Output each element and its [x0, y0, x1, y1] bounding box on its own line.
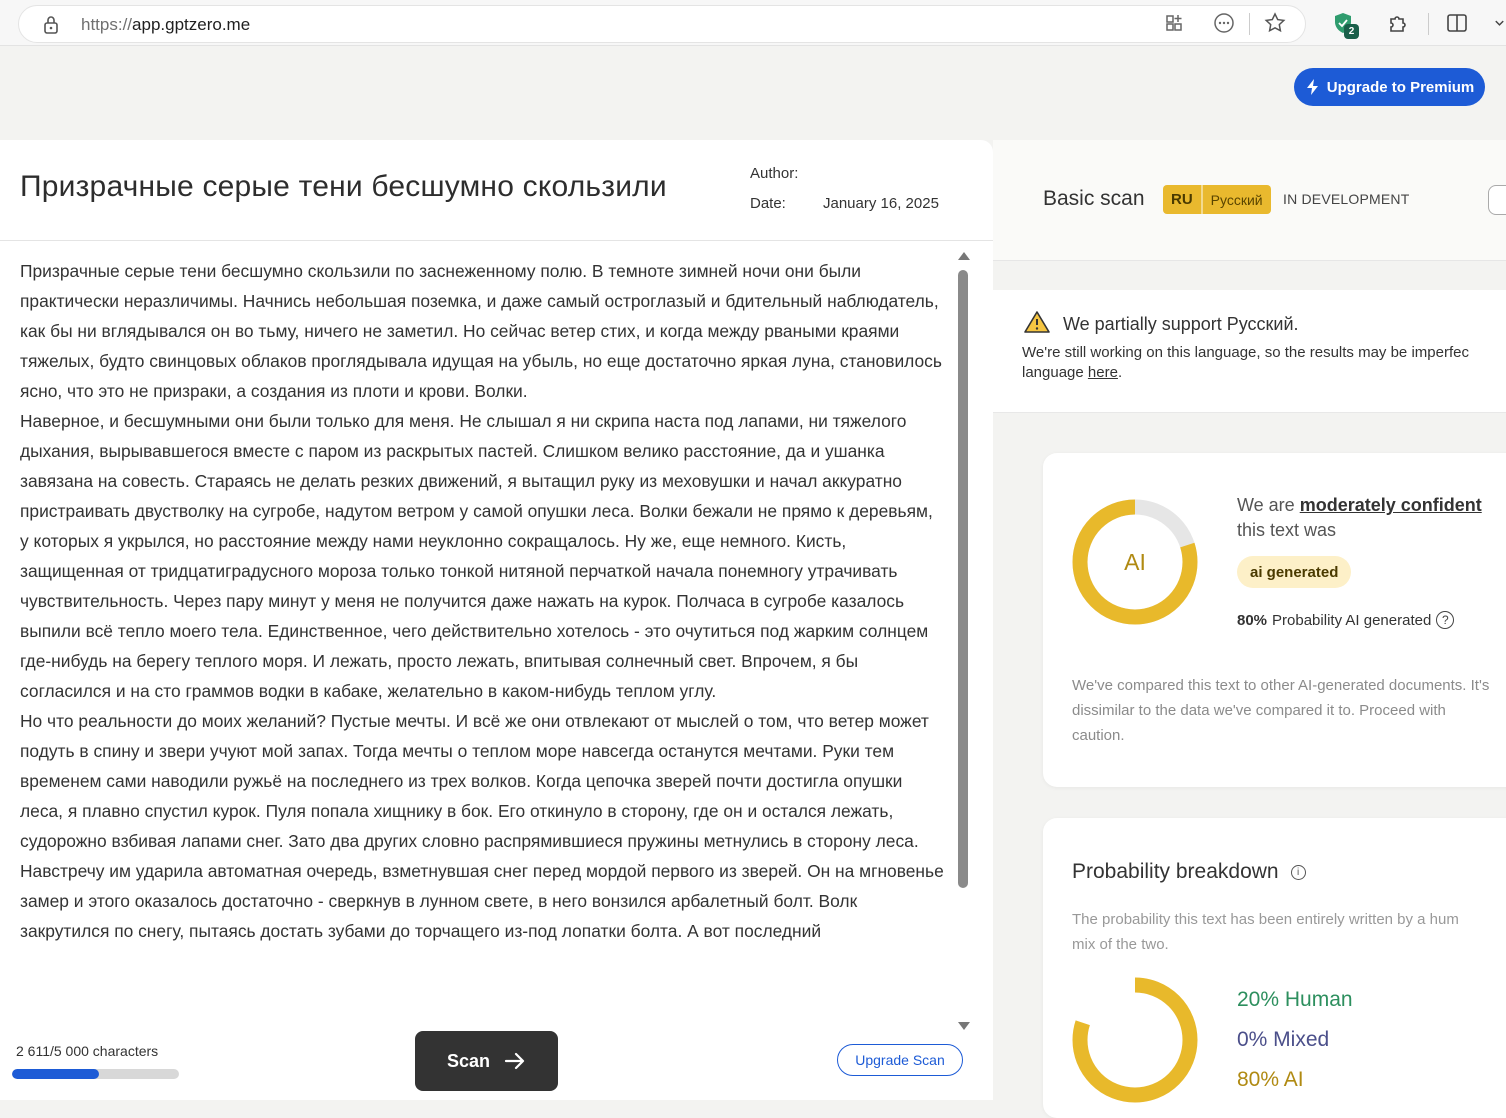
confidence-prefix: We are: [1237, 495, 1300, 515]
browser-toolbar: [0, 0, 1506, 46]
scan-button[interactable]: [415, 1031, 558, 1091]
breakdown-title-text: Probability breakdown: [1072, 860, 1279, 883]
human-percentage: 20% Human: [1237, 988, 1353, 1011]
donut-label: AI: [1124, 549, 1146, 575]
upgrade-scan-button[interactable]: Upgrade Scan: [837, 1044, 963, 1076]
notice-here-link[interactable]: here: [1087, 364, 1118, 381]
upgrade-premium-button[interactable]: [1294, 68, 1485, 106]
notice-line: We're still working on this language, so the results may be imperfec: [1022, 344, 1469, 361]
warning-icon: [1023, 310, 1051, 334]
scroll-up-arrow-icon[interactable]: [958, 252, 970, 260]
language-support-notice: [993, 290, 1506, 413]
breakdown-donut-chart: [1071, 976, 1199, 1104]
breakdown-desc-line: mix of the two.: [1072, 936, 1169, 953]
scrollbar-thumb[interactable]: [958, 270, 968, 888]
header-action-button[interactable]: [1488, 185, 1506, 215]
character-progress-fill: [12, 1069, 99, 1079]
date-label: Date:: [750, 195, 786, 212]
address-bar[interactable]: [18, 5, 1306, 43]
language-code: RU: [1163, 185, 1203, 214]
split-screen-icon[interactable]: [1444, 10, 1470, 36]
lock-icon: [43, 15, 59, 35]
lightning-icon: [1305, 78, 1321, 96]
text-input-area[interactable]: [20, 256, 945, 1032]
toolbar-divider: [1249, 13, 1250, 35]
result-card: [1043, 453, 1506, 787]
extensions-puzzle-icon[interactable]: [1385, 10, 1411, 36]
probability-value: 80%: [1237, 611, 1268, 629]
editor-divider: [0, 240, 993, 241]
chevron-down-icon[interactable]: [1493, 10, 1506, 36]
favorite-star-icon[interactable]: [1262, 10, 1288, 36]
donut-slice-ai: [1080, 985, 1190, 1095]
probability-line: [1237, 611, 1454, 629]
scan-title: Basic scan: [1043, 187, 1145, 210]
scroll-down-arrow-icon[interactable]: [958, 1022, 970, 1030]
probability-text: Probability AI generated: [1272, 611, 1432, 629]
confidence-level-link[interactable]: moderately confident: [1299, 495, 1482, 515]
toolbar-divider: [1428, 13, 1429, 35]
url-text: https://app.gptzero.me: [81, 15, 251, 34]
development-status: IN DEVELOPMENT: [1283, 191, 1410, 207]
character-count: 2 611/5 000 characters: [16, 1043, 159, 1059]
classification-badge: ai generated: [1237, 556, 1351, 588]
breakdown-title: [1072, 860, 1306, 884]
date-value: January 16, 2025: [823, 195, 939, 212]
extension-count-badge: 2: [1344, 24, 1359, 39]
info-icon[interactable]: i: [1291, 865, 1306, 880]
app-grid-icon[interactable]: [1162, 10, 1188, 36]
upgrade-premium-label: Upgrade to Premium: [1326, 78, 1475, 96]
notice-body: [1022, 343, 1506, 383]
help-icon[interactable]: ?: [1436, 611, 1454, 629]
language-name: Русский: [1210, 191, 1263, 208]
scan-header: [993, 140, 1506, 261]
character-progress-bar: [12, 1069, 179, 1079]
notice-title: We partially support Русский.: [1063, 314, 1299, 334]
language-chip[interactable]: [1163, 185, 1271, 214]
paragraph: Наверное, и бесшумными они были только для меня. Не слышал я ни скрипа наста под лапами, ни тяжелого дыхания, вырывавшегося вместе с паром из раскрытых пастей. Слишком велико расстояние, да и ушанка завязана на совесть. Стараясь не делать резких движений, я вытащил руку из меховушки и начал аккуратно пристраивать двустволку на сугробе, надутом ветром у самой опушки леса. Волки бежали не прямо к деревьям, у которых я укрылся, но расстояние между нами неуклонно сокращалось. Ну же, еще немного. Кисть, защищенная от тридцатиградусного мороза только тонкой нитяной перчаткой начала понемногу утрачивать чувствительность. Через пару минут у меня не получится даже нажать на курок. Полчаса в сугробе казалось выпили всё тепло моего тела. Единственное, чего действительно хотелось - это очутиться под жарким солнцем где-нибудь на берегу теплого моря. И лежать, просто лежать, впитывая солнечный свет. Впрочем, я бы согласился и на сто граммов водки в кабаке, желательно в каком-нибудь теплом углу.: [20, 411, 933, 701]
text-scrollbar[interactable]: [956, 252, 970, 1030]
document-editor: [0, 140, 993, 1100]
paragraph: Но что реальности до моих желаний? Пустые мечты. И всё же они отвлекают от мыслей о том, что ветер может подуть в спину и звери учуют мой запах. Тогда мечты о теплом море навсегда останутся мечтами. Руки тем временем сами наводили ружьё на последнего из трех волков. Когда цепочка зверей почти достигла опушки леса, я плавно спустил курок. Пуля попала хищнику в бок. Его откинуло в сторону, где он и остался лежать, судорожно взбивая лапами снег. Зато два других словно распрямившиеся пружины метнулись в сторону леса. Навстречу им ударила автоматная очередь, взметнувшая снег перед мордой первого из зверей. Он на мгновенье замер и этого оказалось достаточно - сверкнув в лунном свете, в него вонзился арбалетный болт. Волк закрутился по снегу, пытаясь достать зубами до торчащего из-под лопатки болта. А вот последний: [20, 711, 944, 941]
confidence-suffix: this text was: [1237, 520, 1337, 540]
breakdown-description: [1072, 907, 1506, 957]
more-options-icon[interactable]: [1211, 10, 1237, 36]
probability-breakdown-card: [1043, 818, 1506, 1118]
breakdown-desc-line: The probability this text has been entirely written by a hum: [1072, 911, 1459, 928]
notice-line-prefix: language: [1022, 364, 1088, 381]
arrow-right-icon: [504, 1051, 526, 1071]
scan-label: Scan: [446, 1050, 491, 1071]
author-label: Author:: [750, 165, 799, 182]
notice-line-suffix: .: [1117, 364, 1123, 381]
comparison-note: We've compared this text to other AI-generated documents. It's dissimilar to the data we've compared it to. Proceed with caution.: [1072, 677, 1490, 744]
mixed-percentage: 0% Mixed: [1237, 1028, 1330, 1051]
document-title[interactable]: Призрачные серые тени бесшумно скользили: [20, 170, 667, 203]
ai-percentage: 80% AI: [1237, 1068, 1304, 1091]
confidence-statement: [1237, 493, 1487, 543]
paragraph: Призрачные серые тени бесшумно скользили по заснеженному полю. В темноте зимней ночи они были практически неразличимы. Начнись небольшая поземка, и даже самый остроглазый и бдительный наблюдатель, как бы ни вглядывался он во тьму, ничего не заметил. Но сейчас ветер стих, и когда между рваными краями тяжелых, будто свинцовых облаков проглядывала идущая на убыль, но еще достаточно яркая луна, становилось ясно, что это не призраки, а создания из плоти и крови. Волки.: [20, 261, 942, 401]
